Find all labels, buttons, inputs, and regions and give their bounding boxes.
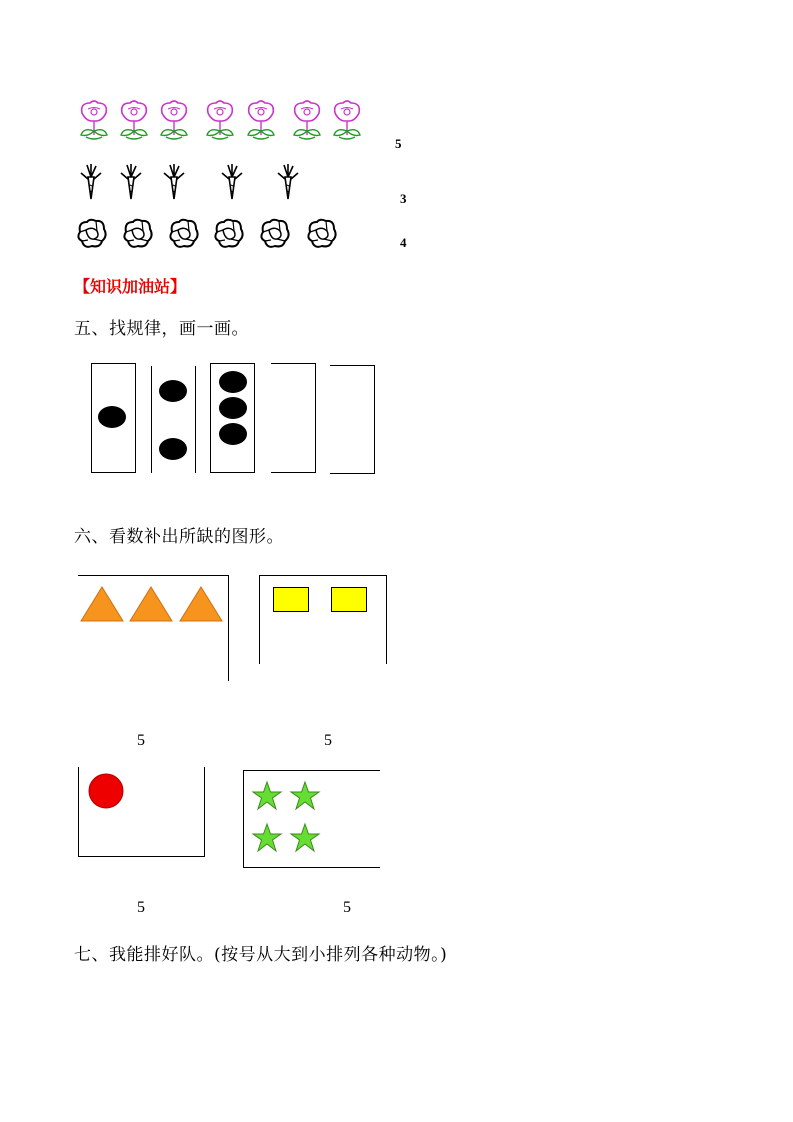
orange-triangle — [130, 587, 172, 621]
green-star — [291, 824, 319, 851]
circle-panel — [79, 767, 205, 857]
section7-heading: 七、我能排好队。(按号从大到小排列各种动物。) — [74, 945, 448, 965]
rectangle-panel — [260, 576, 387, 665]
knowledge-station-title: 【知识加油站】 — [74, 277, 187, 296]
row-number-carrots: 3 — [400, 191, 407, 206]
triangle-target-number: 5 — [137, 732, 145, 749]
yellow-rectangle — [332, 588, 367, 612]
yellow-rectangle — [274, 588, 309, 612]
orange-triangle — [180, 587, 222, 621]
row-number-flowers: 5 — [395, 136, 402, 151]
orange-triangle — [81, 587, 123, 621]
section5-heading: 五、找规律，画一画。 — [74, 319, 249, 339]
green-star — [291, 782, 319, 809]
rectangle-target-number: 5 — [324, 732, 332, 749]
triangle-panel — [78, 576, 229, 682]
star-panel — [244, 771, 381, 868]
star-target-number: 5 — [343, 899, 351, 916]
row-number-outline-flowers: 4 — [400, 235, 407, 250]
green-star — [253, 782, 281, 809]
circle-target-number: 5 — [137, 899, 145, 916]
section6-heading: 六、看数补出所缺的图形。 — [74, 527, 284, 547]
red-circle — [89, 774, 123, 808]
green-star — [253, 824, 281, 851]
